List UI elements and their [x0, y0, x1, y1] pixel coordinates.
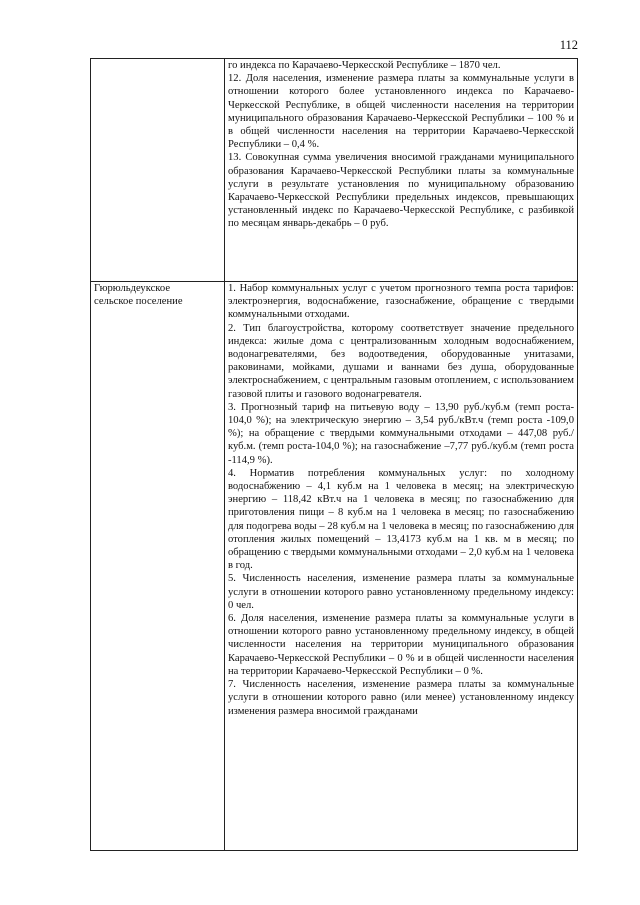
paragraph: 2. Тип благоустройства, которому соответствует значение предельного индекса: жилые дома с централизованным холодным водоснабжением, водонагревателями, без водоотведения, оборудованные унитазами, раковинами, мойками, душами и ваннами без душа, оборудованные электроснабжением, с центральным газовым отоплением, с использованием газовой плиты и газового водонагревателя.	[228, 322, 574, 400]
details-cell	[225, 59, 578, 282]
paragraph: 12. Доля населения, изменение размера платы за коммунальные услуги в отношении которого более установленного индекса по Карачаево-Черкесской Республике, в общей численности населения на территории муниципального образования Карачаево-Черкесской Республики – 100 % и в общей численности населения на территории Карачаево-Черкесской Республики – 0,4 %.	[228, 73, 574, 151]
paragraph: 1. Набор коммунальных услуг с учетом прогнозного темпа роста тарифов: электроэнергия, водоснабжение, газоснабжение, обращение с твердыми коммунальными отходами.	[228, 283, 574, 321]
paragraph: го индекса по Карачаево-Черкесской Республике – 1870 чел.	[228, 60, 501, 71]
paragraph: 3. Прогнозный тариф на питьевую воду – 13,90 руб./куб.м (темп роста- 104,0 %); на электрическую энергию – 3,54 руб./кВт.ч (темп роста -109,0 %); на обращение с твердыми коммунальными отходами – 447,08 руб./куб.м. (темп роста-104,0 %); на газоснабжение –7,77 руб./куб.м (темп роста -114,9 %).	[228, 401, 574, 466]
details-cell	[225, 282, 578, 851]
municipality-name: Гюрюльдеукское	[94, 283, 171, 294]
municipality-cell	[91, 282, 225, 851]
paragraph: 13. Совокупная сумма увеличения вносимой гражданами муниципального образования Карачаево-Черкесской Республики платы за коммунальные услуги в результате установления по муниципальному образованию Карачаево-Черкесской Республики предельных индексов, превышающих установленный индекс по Карачаево-Черкесской Республике, с разбивкой по месяцам январь-декабрь – 0 руб.	[228, 152, 574, 230]
page-number: 112	[559, 38, 578, 52]
table-row	[91, 59, 578, 282]
municipality-type: сельское поселение	[94, 296, 183, 308]
document-table	[90, 58, 578, 851]
paragraph: 7. Численность населения, изменение размера платы за коммунальные услуги в отношении которого равно (или менее) установленному индексу изменения размера вносимой гражданами	[228, 679, 574, 717]
paragraph: 5. Численность населения, изменение размера платы за коммунальные услуги в отношении которого равно установленному предельному индексу: 0 чел.	[228, 573, 574, 611]
paragraph: 4. Норматив потребления коммунальных услуг: по холодному водоснабжению – 4,1 куб.м на 1 человека в месяц; на электрическую энергию – 118,42 кВт.ч на 1 человека в месяц; по газоснабжению для приготовления пищи – 8 куб.м на 1 человека в месяц; по газоснабжению для подогрева воды – 28 куб.м на 1 человека в месяц; по газоснабжению для отопления жилых помещений – 13,4173 куб.м на 1 кв. м в месяц; по обращению с твердыми коммунальными отходами – 2,0 куб.м на 1 человека в год.	[228, 467, 574, 572]
municipality-cell	[91, 59, 225, 282]
table-row	[91, 282, 578, 851]
paragraph: 6. Доля населения, изменение размера платы за коммунальные услуги в отношении которого равно установленному предельному индексу, в общей численности населения на территории муниципального образования Карачаево-Черкесской Республики – 0 % и в общей численности населения на территории Карачаево-Черкесской Республики – 0 %.	[228, 613, 574, 677]
